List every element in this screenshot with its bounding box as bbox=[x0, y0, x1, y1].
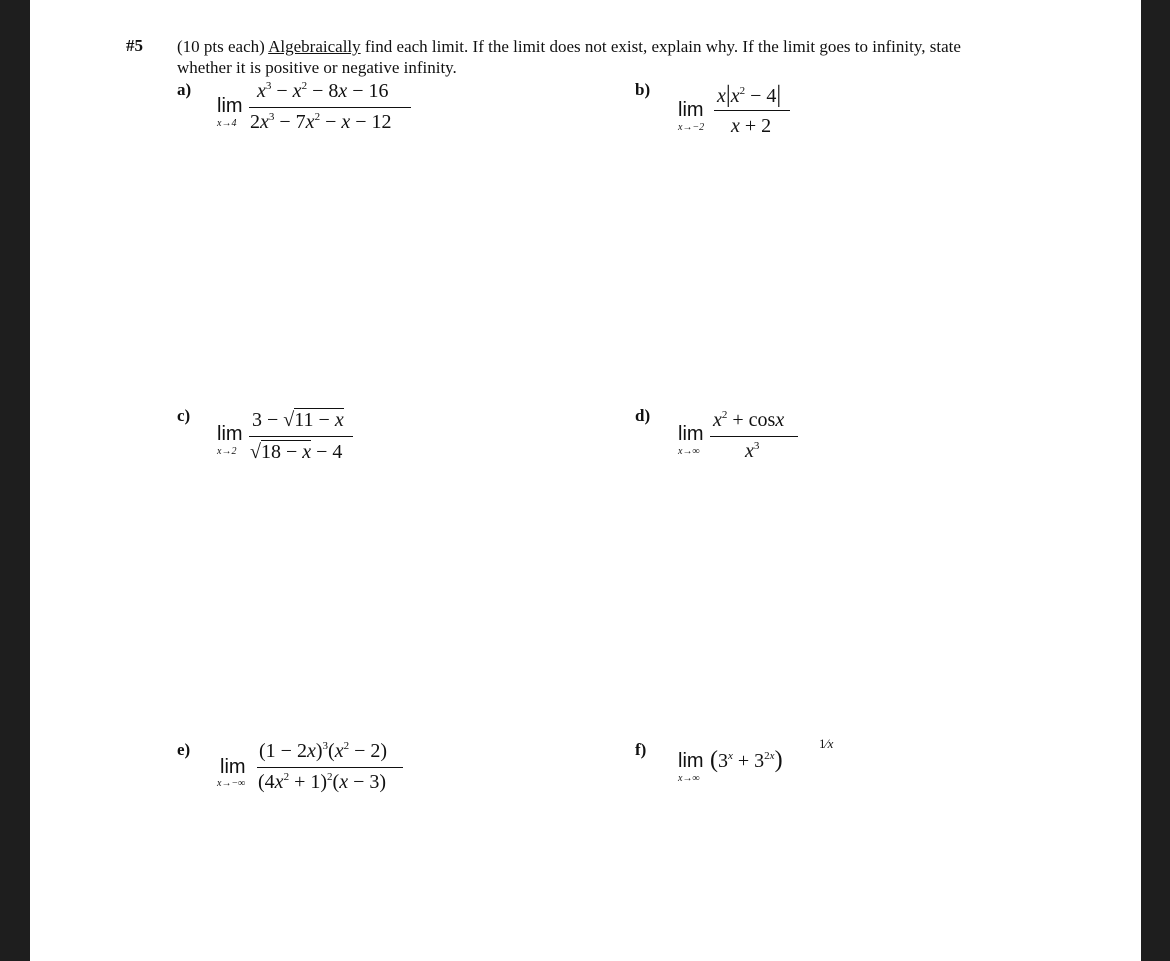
lim-text: lim bbox=[217, 95, 243, 117]
part-e-label: e) bbox=[177, 740, 191, 759]
denominator: $x^3$ bbox=[745, 440, 760, 462]
part-d-expression bbox=[678, 404, 878, 468]
part-f-expression bbox=[678, 736, 878, 796]
lim-text: lim bbox=[217, 423, 243, 445]
part-e-expression bbox=[217, 740, 447, 800]
numerator: $x|x^2 - 4|$ bbox=[717, 82, 782, 108]
lim-subscript: x→−∞ bbox=[217, 778, 246, 789]
part-a-expression bbox=[217, 80, 467, 140]
exponent: 1⁄x bbox=[819, 736, 834, 751]
part-b-label: b) bbox=[635, 80, 651, 99]
denominator: x + 2 bbox=[731, 115, 772, 137]
lim-subscript: x→2 bbox=[217, 446, 237, 457]
part-d-label: d) bbox=[635, 406, 651, 425]
denominator: $2x^3 - 7x^2 - x - 12$ bbox=[250, 111, 392, 133]
fraction-bar bbox=[249, 107, 411, 108]
problem-number: #5 bbox=[126, 36, 143, 55]
fraction-bar bbox=[249, 436, 353, 437]
emphasis-word: Algebraically bbox=[268, 37, 361, 56]
part-c-expression bbox=[217, 404, 417, 468]
part-c-label: c) bbox=[177, 406, 191, 425]
part-a-label: a) bbox=[177, 80, 192, 99]
numerator: $(1 - 2x)^3(x^2 - 2)$ bbox=[259, 740, 388, 762]
lim-subscript: x→−2 bbox=[678, 122, 705, 133]
base-expression: $(3^x + 3^{2x})$ bbox=[710, 747, 783, 773]
document-page bbox=[30, 0, 1141, 961]
instructions bbox=[177, 36, 1057, 78]
part-b-expression bbox=[678, 80, 878, 140]
fraction-bar bbox=[710, 436, 798, 437]
numerator: $x^3 - x^2 - 8x - 16$ bbox=[257, 80, 389, 102]
lim-text: lim bbox=[678, 423, 704, 445]
fraction-bar bbox=[714, 110, 790, 111]
lim-subscript: x→∞ bbox=[678, 446, 700, 457]
numerator: $x^2 + \cos x$ bbox=[713, 409, 785, 431]
lim-text: lim bbox=[678, 99, 704, 121]
lim-subscript: x→4 bbox=[217, 118, 237, 129]
fraction-bar bbox=[257, 767, 403, 768]
numerator: 3 − √11 − x bbox=[252, 409, 344, 431]
points-text: (10 pts each) bbox=[177, 37, 265, 56]
denominator: √18 − x − 4 bbox=[250, 441, 343, 463]
lim-text: lim bbox=[678, 750, 704, 772]
denominator: $(4x^2 + 1)^2(x - 3)$ bbox=[258, 771, 387, 793]
instructions-rest: find each limit. If the limit does not exist, explain why. If the limit goes to infinity, state bbox=[364, 37, 961, 56]
part-f-label: f) bbox=[635, 740, 647, 759]
lim-subscript: x→∞ bbox=[678, 773, 700, 784]
lim-text: lim bbox=[220, 756, 246, 778]
instructions-line2: whether it is positive or negative infinity. bbox=[177, 58, 457, 77]
